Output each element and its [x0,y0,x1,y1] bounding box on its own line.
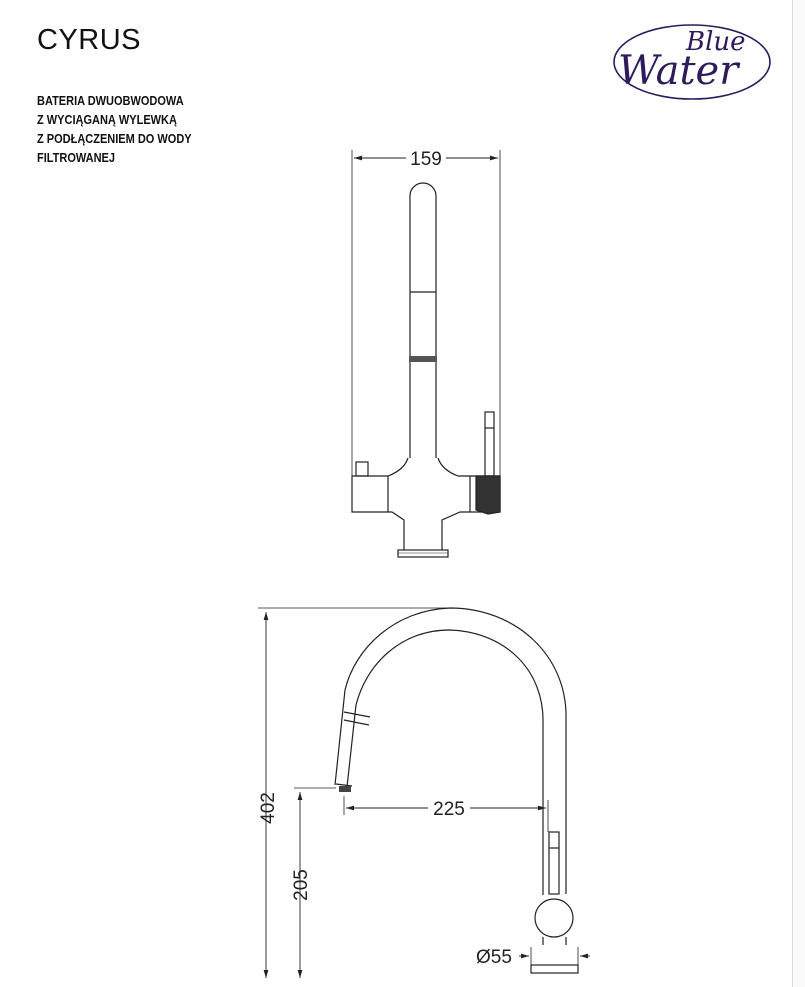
side-view [258,608,590,978]
dim-reach: 225 [433,799,465,820]
spout-outer [335,608,566,894]
spray-ring [409,356,437,362]
front-view [352,150,500,557]
base-plate [398,550,448,557]
logo-word-blue: Blue [686,27,746,57]
spray-nozzle [339,786,351,792]
description-line: Z PODŁĄCZENIEM DO WODY [37,132,192,146]
side-ball-body [535,899,573,937]
side-lever [549,832,559,894]
side-base [531,965,578,973]
description-line: FILTROWANEJ [37,151,116,165]
description-line: BATERIA DWUOBWODOWA [37,94,184,108]
dim-total-height: 402 [258,792,279,824]
faucet-body-left [352,458,408,550]
brand-logo [614,25,770,99]
dim-front-width: 159 [410,149,442,170]
filter-lever [485,412,494,476]
pullout-joint [344,712,370,717]
logo-word-water: Water [618,48,739,94]
left-knob [356,462,368,476]
dim-base-diameter: Ø55 [476,947,512,968]
lever-base [476,476,500,514]
spout-tube [410,183,436,458]
dim-spout-height: 205 [291,869,312,901]
page-title: CYRUS [37,24,142,56]
spout-inner [347,630,543,895]
description-line: Z WYCIĄGANĄ WYLEWKĄ [37,113,177,127]
